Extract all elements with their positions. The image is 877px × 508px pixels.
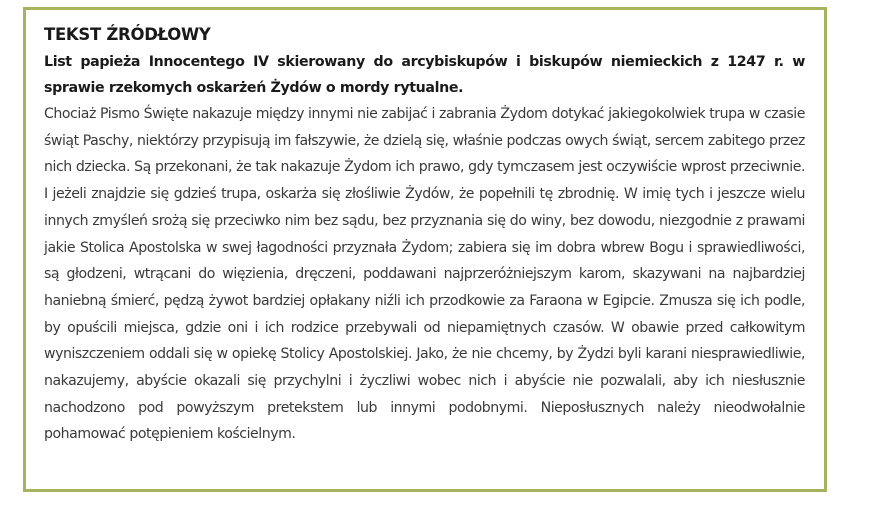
source-text-box	[23, 7, 827, 492]
source-body-text: Chociaż Pismo Święte nakazuje między innymi nie zabijać i zabrania Żydom dotykać jakiegokolwiek trupa w czasie świąt Paschy, niektórzy przypisują im fałszywie, że dzielą się, właśnie podczas owych świąt, sercem zabitego przez nich dziecka. Są przekonani, że tak nakazuje Żydom ich prawo, gdy tymczasem jest oczywiście wprost przeciwnie. I jeżeli znajdzie się gdzieś trupa, oskarża się złośliwie Żydów, że popełnili tę zbrodnię. W imię tych i jeszcze wielu innych zmyśleń srożą się przeciwko nim bez sądu, bez przyznania się do winy, bez dowodu, niezgodnie z prawami jakie Stolica Apostolska w swej łagodności przyznała Żydom; zabiera się im dobra wbrew Bogu i sprawiedliwości, są głodzeni, wtrącani do więzienia, dręczeni, poddawani najprzeróżniejszym karom, skazywani na najbardziej haniebną śmierć, pędzą żywot bardziej opłakany niźli ich przodkowie za Faraona w Egipcie. Zmusza się ich podle, by opuścili miejsca, gdzie oni i ich rodzice przebywali od niepamiętnych czasów. W obawie przed całkowitym wyniszczeniem oddali się w opiekę Stolicy Apostolskiej. Jako, że nie chcemy, by Żydzi byli karani niesprawiedliwie, nakazujemy, abyście okazali się przychylni i życzliwi wobec nich i abyście nie pozwalali, aby ich niesłusznie nachodzono pod powyższym pretekstem lub innymi podobnymi. Nieposłusznych należy nieodwołalnie pohamować potępieniem kościelnym.	[44, 106, 805, 443]
source-heading: TEKST ŹRÓDŁOWY	[44, 25, 211, 44]
source-subtitle: List papieża Innocentego IV skierowany do arcybiskupów i biskupów niemieckich z 1247 r. w sprawie rzekomych oskarżeń Żydów o mordy rytualne.	[44, 54, 805, 96]
